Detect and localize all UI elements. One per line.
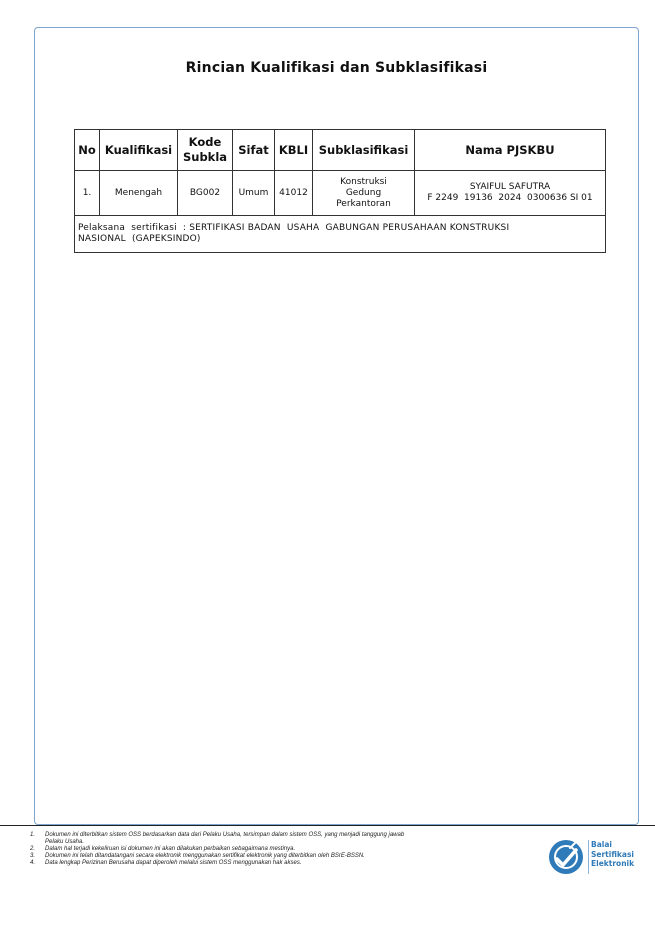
header-nama-pjskbu: Nama PJSKBU [415,130,606,171]
footer-divider [0,825,655,826]
bsre-logo-text [591,840,651,869]
table-row [75,171,606,216]
subklasifikasi-line: Perkantoran [336,198,391,209]
subklasifikasi-line: Gedung [345,187,382,198]
note-text: Dalam hal terjadi kekeliruan isi dokumen ini akan dilakukan perbaikan sebagaimana mestinya. [45,846,296,852]
cell-no: 1. [75,171,100,216]
page-title: Rincian Kualifikasi dan Subklasifikasi [185,60,488,76]
footer-note [30,853,540,860]
header-kode-line2: Subkla [182,150,228,164]
note-text: Dokumen ini telah ditandatangani secara elektronik menggunakan sertifikat elektronik yang diterbitkan oleh BSrE-BSSN. [45,853,365,859]
pelaksana-line: NASIONAL (GAPEKSINDO) [78,234,201,244]
note-text: Dokumen ini diterbitkan sistem OSS berdasarkan data dari Pelaku Usaha, tersimpan dalam sistem OSS, yang menjadi tanggung jawab [45,832,405,838]
logo-line: Balai [591,840,612,849]
header-kualifikasi: Kualifikasi [100,130,178,171]
note-number: 4. [30,860,36,866]
note-number: 3. [30,853,36,859]
logo-separator [588,840,589,874]
footer-note [30,832,540,846]
note-number: 2. [30,846,36,852]
footer-notes [30,832,540,867]
qualification-table [74,129,606,253]
pjskbu-name: SYAIFUL SAFUTRA [469,182,551,192]
logo-line: Elektronik [591,859,635,868]
table-header-row [75,130,606,171]
cell-nama-pjskbu [415,171,606,216]
header-kode-subkla [178,130,233,171]
footer-note [30,846,540,853]
pelaksana-row [75,216,606,253]
header-sifat: Sifat [233,130,275,171]
cell-kbli: 41012 [275,171,313,216]
header-kbli: KBLI [275,130,313,171]
pelaksana-cell [75,216,606,253]
cell-sifat: Umum [233,171,275,216]
note-text: Pelaku Usaha. [45,839,85,845]
pelaksana-line: Pelaksana sertifikasi : SERTIFIKASI BADAN USAHA GABUNGAN PERUSAHAAN KONSTRUKSI [78,223,510,233]
bsre-logo-icon [548,839,584,875]
logo-line: Sertifikasi [591,849,634,859]
cell-kualifikasi: Menengah [100,171,178,216]
note-text: Data lengkap Perizinan Berusaha dapat diperoleh melalui sistem OSS menggunakan hak akses. [45,860,302,866]
subklasifikasi-line: Konstruksi [340,176,387,187]
pjskbu-number: F 2249 19136 2024 0300636 SI 01 [427,193,593,203]
cell-kode: BG002 [178,171,233,216]
cell-subklasifikasi [313,171,415,216]
note-number: 1. [30,832,36,838]
header-no: No [75,130,100,171]
footer-note [30,860,540,867]
header-subklasifikasi: Subklasifikasi [313,130,415,171]
header-kode-line1: Kode [188,135,222,149]
